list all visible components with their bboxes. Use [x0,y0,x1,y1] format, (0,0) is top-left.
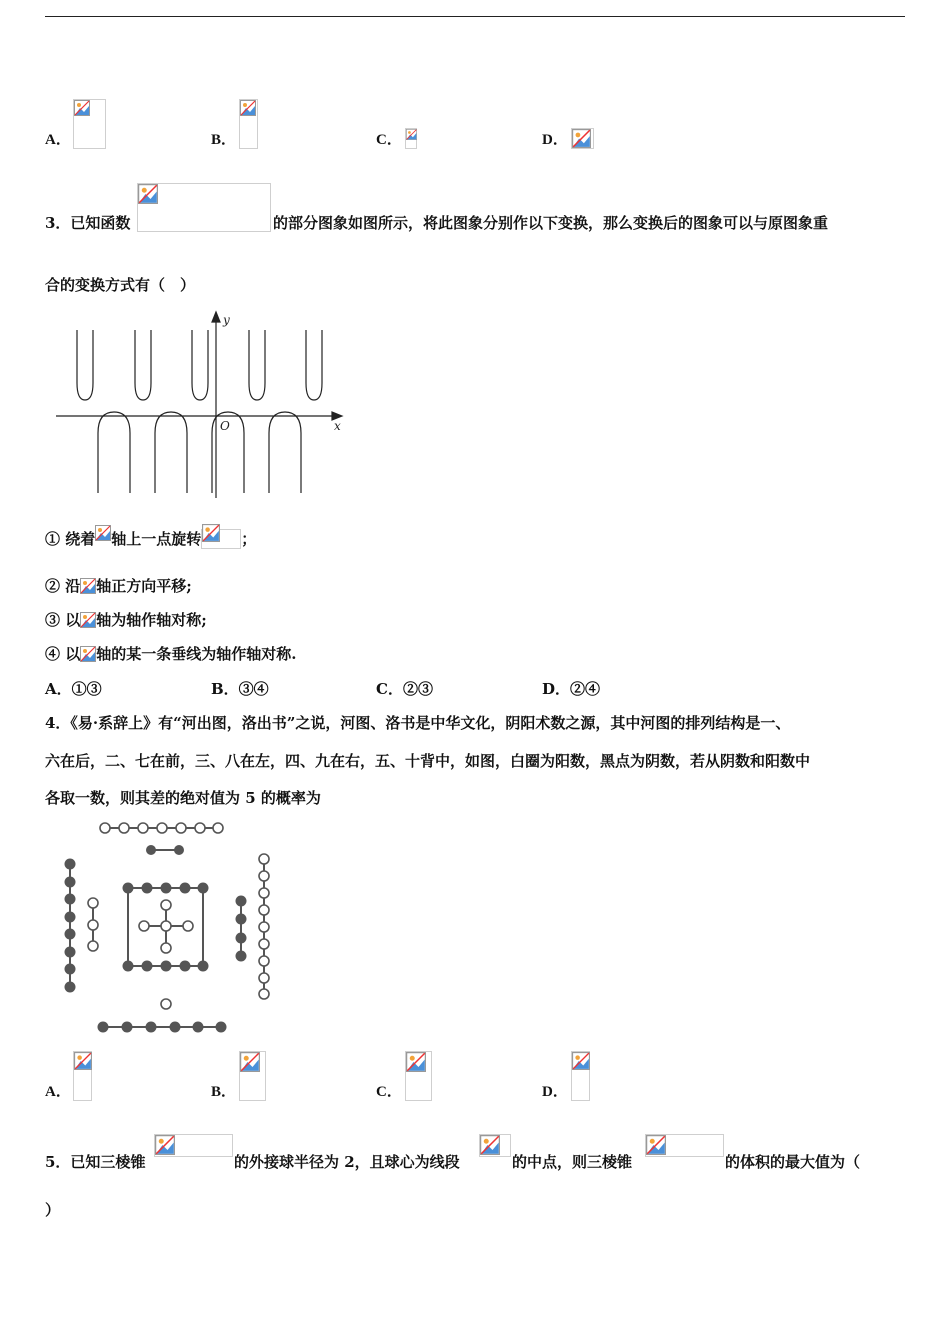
q3-item-4-axis-image [80,648,96,664]
upper-branch-1 [77,330,93,400]
q3-item-2 [45,575,192,596]
q4-option-b-label: B． [211,1084,237,1100]
q4-option-c-image [405,1051,432,1101]
q3-option-a: A．①③ [45,680,102,698]
broken-image-icon [202,524,220,542]
broken-image-icon [80,578,96,594]
q3-item-4 [45,643,296,664]
q5-tetrahedron-name-image-2 [645,1134,724,1157]
q3-option-d: D．②④ [542,680,601,698]
q3-item-1-prefix: ① 绕着 [45,530,96,548]
lower-branch-2 [155,412,187,493]
q3-item-1-mid: 轴上一点旋转 [111,530,202,548]
q3-stem-prefix: 3．已知函数 [45,214,131,232]
broken-image-icon [406,1052,426,1072]
q3-item-1 [45,528,256,549]
upper-branch-2 [135,330,151,400]
q3-stem-suffix: 的部分图象如图所示，将此图象分别作以下变换，那么变换后的图象可以与原图象重 [273,214,829,232]
lower-branch-1 [98,412,130,493]
q4-stem-line1: 4．《易·系辞上》有“河出图，洛出书”之说，河图、洛书是中华文化，阴阳术数之源，其中河图的排列结构是一、 [45,714,791,732]
x-axis-label: x [334,419,341,433]
upper-branch-3 [192,330,208,400]
q2-option-c-image [405,128,417,149]
broken-image-icon [95,525,111,541]
y-axis-label: y [223,313,230,327]
q4-option-a-label: A． [45,1084,71,1100]
broken-image-icon [138,184,158,204]
broken-image-icon [646,1135,666,1155]
broken-image-icon [406,129,417,140]
q3-function-graph [50,308,350,503]
q2-option-a-image [73,99,106,149]
upper-branch-5 [306,330,322,400]
q2-option-a-label: A． [45,132,71,148]
q3-item-2-prefix: ② 沿 [45,577,81,595]
q4-option-b-image [239,1051,266,1101]
q3-item-1-suffix: ； [241,530,257,548]
q4-stem-line3: 各取一数，则其差的绝对值为 5 的概率为 [45,789,321,807]
upper-branch-4 [249,330,265,400]
q4-option-c-label: C． [376,1084,402,1100]
q3-item-3-axis-image [80,614,96,630]
q4-option-d-label: D． [542,1084,568,1100]
q5-tetrahedron-name-image [154,1134,233,1157]
q2-option-d-label: D． [542,132,568,148]
broken-image-icon [240,100,256,116]
broken-image-icon [572,1052,590,1070]
broken-image-icon [74,100,90,116]
q4-stem-line2: 六在后，二、七在前，三、八在左，四、九在右，五、十背中，如图，白圈为阳数，黑点为阴数，若从阴数和阳数中 [45,752,811,770]
q2-option-d-image [571,128,594,149]
q3-option-c: C．②③ [376,680,433,698]
broken-image-icon [480,1135,500,1155]
q5-segment-image [479,1134,511,1157]
q2-option-c-label: C． [376,132,402,148]
broken-image-icon [80,612,96,628]
q3-function-formula-image [137,183,271,232]
broken-image-icon [155,1135,175,1155]
q5-stem-suffix: 的体积的最大值为（ [725,1153,861,1171]
broken-image-icon [572,129,591,148]
broken-image-icon [240,1052,260,1072]
q5-stem-prefix: 5．已知三棱锥 [45,1153,146,1171]
y-axis-arrow [212,312,220,322]
q3-option-b: B．③④ [211,680,269,698]
lower-branch-4 [269,412,301,493]
q4-option-d-image [571,1051,590,1101]
q3-item-3 [45,609,207,630]
q3-item-1-axis-image [95,533,111,549]
broken-image-icon [80,646,96,662]
q4-hetu-diagram [55,815,280,1040]
header-rule [45,16,905,17]
q3-item-3-prefix: ③ 以 [45,611,81,629]
q3-item-1-angle-image [201,529,241,549]
q3-item-2-suffix: 轴正方向平移; [96,577,192,595]
q3-item-3-suffix: 轴为轴作轴对称; [96,611,207,629]
q3-item-4-prefix: ④ 以 [45,645,81,663]
q2-option-b-image [239,99,258,149]
broken-image-icon [74,1052,92,1070]
origin-label: O [220,419,230,433]
q3-item-2-axis-image [80,580,96,596]
q4-option-a-image [73,1051,92,1101]
q2-option-b-label: B． [211,132,237,148]
q5-stem-mid2: 的中点，则三棱锥 [512,1153,633,1171]
q5-stem-line2: ） [45,1201,61,1219]
q3-stem-line2: 合的变换方式有（ ） [45,276,196,294]
q3-item-4-suffix: 轴的某一条垂线为轴作轴对称. [96,645,297,663]
q5-stem-mid1: 的外接球半径为 2，且球心为线段 [234,1153,460,1171]
